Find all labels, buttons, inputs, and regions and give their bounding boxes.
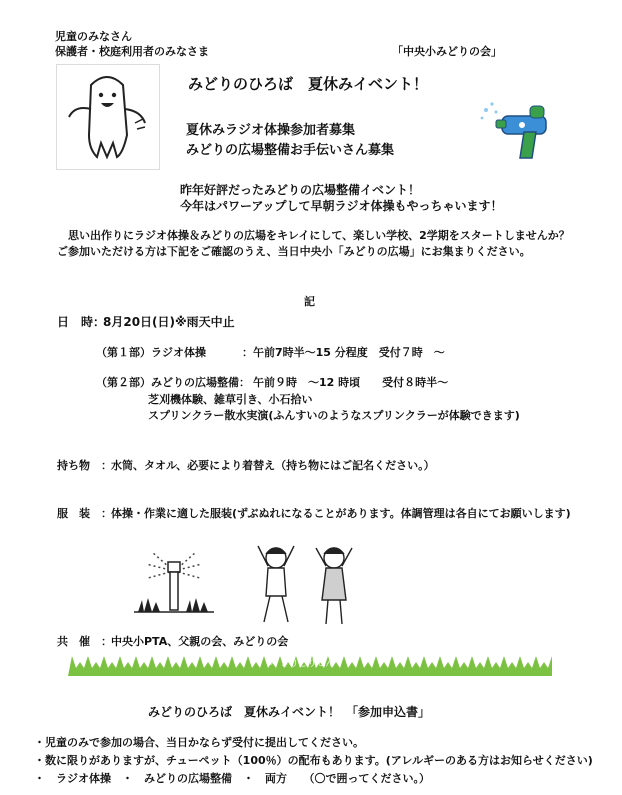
water-pistol-illustration — [478, 96, 558, 166]
intro-line-2: ご参加いただける方は下記をご確認のうえ、当日中央小「みどりの広場」にお集まりください。 — [57, 245, 531, 258]
form-title: みどりのひろば 夏休みイベント！ 「参加申込書」 — [148, 705, 431, 719]
clothes-label: 服 装 ： — [57, 507, 112, 520]
clothes-value: 体操・作業に適した服装(ずぶぬれになることがあります。体調管理は各自にてお願いします) — [111, 507, 571, 520]
bring-label: 持ち物 ： — [57, 459, 112, 472]
part2-label: （第２部）みどりの広場整備： — [96, 376, 250, 389]
part2-detail: 午前９時 ～12 時頃 受付８時半～ — [253, 376, 449, 389]
highlight-line-2: 今年はパワーアップして早朝ラジオ体操もやっちゃいます！ — [180, 199, 503, 213]
bring-value: 水筒、タオル、必要により着替え（持ち物にはご記名ください。） — [111, 459, 435, 472]
part2-line-2: 芝刈機体験、雑草引き、小石拾い — [148, 393, 313, 406]
intro-line-1: 思い出作りにラジオ体操＆みどりの広場をキレイにして、楽しい学校、2学期をスタートしませんか？ — [57, 229, 570, 242]
character-illustration — [56, 64, 160, 170]
date-value: 8月20日(日)※雨天中止 — [103, 315, 235, 329]
sprinkler-illustration — [134, 548, 214, 618]
date-label: 日 時： — [57, 315, 106, 329]
ki-heading: 記 — [304, 295, 315, 308]
header-line-1: 児童のみなさん — [55, 30, 132, 43]
form-note-2: ・数に限りがありますが、チューペット（100％）の配布もあります。(アレルギーのある方はお知らせください) — [34, 754, 593, 767]
header-line-2: 保護者・校庭利用者のみなさま — [55, 45, 209, 58]
event-title: みどりのひろば 夏休みイベント！ — [188, 75, 429, 93]
part1-label: （第１部）ラジオ体操 — [96, 346, 206, 359]
sponsor-value: 中央小PTA、父親の会、みどりの会 — [111, 635, 289, 648]
form-choices: ・ ラジオ体操 ・ みどりの広場整備 ・ 両方 （〇で囲ってください。） — [34, 772, 430, 785]
part1-detail: ：午前7時半～15 分程度 受付７時 ～ — [242, 346, 445, 359]
subtitle-radio-exercise: 夏休みラジオ体操参加者募集 — [186, 123, 356, 138]
highlight-line-1: 昨年好評だったみどりの広場整備イベント！ — [180, 183, 421, 197]
header-org: 「中央小みどりの会」 — [392, 45, 502, 58]
cut-line-label: ✂ きりとりせん — [270, 659, 335, 669]
form-note-1: ・児童のみで参加の場合、当日かならず受付に提出してください。 — [34, 736, 364, 749]
sponsor-label: 共 催 ： — [57, 635, 112, 648]
part2-line-3: スプリンクラー散水実演(ふんすいのようなスプリンクラーが体験できます) — [148, 409, 520, 422]
subtitle-field-helpers: みどりの広場整備お手伝いさん募集 — [186, 143, 395, 158]
kids-illustration — [240, 540, 366, 630]
